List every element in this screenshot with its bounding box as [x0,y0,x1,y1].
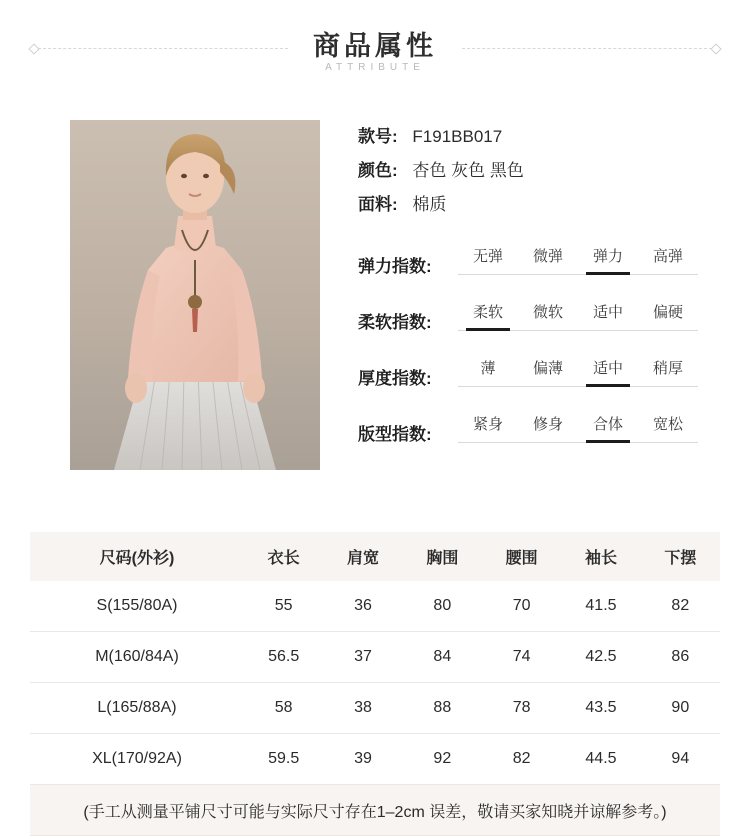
size-table-wrap [30,532,720,836]
table-header-cell: 腰围 [482,532,561,581]
table-cell: S(155/80A) [30,581,244,632]
size-table [30,532,720,836]
index-option: 适中 [592,360,623,377]
product-photo [70,120,320,470]
table-cell: 92 [403,734,482,785]
table-cell: M(160/84A) [30,632,244,683]
index-option: 宽松 [652,416,683,433]
table-cell: 78 [482,683,561,734]
index-scale-fit [458,408,698,454]
table-cell: 70 [482,581,561,632]
table-cell: 82 [482,734,561,785]
spec-value-fabric: 棉质 [412,195,447,214]
spec-label-style-no: 款号: [358,127,398,146]
index-baseline [458,386,698,387]
table-cell: 55 [244,581,323,632]
index-option: 柔软 [472,304,503,321]
table-cell: 84 [403,632,482,683]
spec-label-fabric: 面料: [358,195,398,214]
index-row-fit [358,408,698,464]
index-option: 偏薄 [532,360,563,377]
table-cell: 74 [482,632,561,683]
table-header-cell: 尺码(外衫) [30,532,244,581]
spec-value-style-no: F191BB017 [412,127,503,146]
table-cell: 41.5 [561,581,640,632]
product-info [358,120,698,464]
table-cell: 88 [403,683,482,734]
index-baseline [458,442,698,443]
index-option: 无弹 [472,248,503,265]
table-cell: 86 [641,632,720,683]
index-option: 合体 [592,416,623,433]
table-cell: 82 [641,581,720,632]
table-header-cell: 下摆 [641,532,720,581]
table-cell: 59.5 [244,734,323,785]
index-row-elasticity [358,240,698,296]
table-row [30,734,720,785]
page-subtitle: ATTRIBUTE [325,62,425,73]
table-header-row [30,532,720,581]
table-cell: 39 [323,734,402,785]
index-option: 微软 [532,304,563,321]
index-scale-thickness [458,352,698,398]
index-list [358,240,698,464]
index-option: 修身 [532,416,563,433]
table-row [30,683,720,734]
table-cell: 42.5 [561,632,640,683]
table-cell: 90 [641,683,720,734]
table-header-cell: 胸围 [403,532,482,581]
index-option: 稍厚 [652,360,683,377]
index-label-softness: 柔软指数: [358,313,432,332]
table-note-row [30,785,720,836]
index-option: 微弹 [532,248,563,265]
index-label-elasticity: 弹力指数: [358,257,432,276]
table-cell: 38 [323,683,402,734]
index-option: 偏硬 [652,304,683,321]
spec-row [358,154,698,188]
page-header [0,0,750,92]
index-option: 高弹 [652,248,683,265]
index-label-thickness: 厚度指数: [358,369,432,388]
index-option: 适中 [592,304,623,321]
table-cell: 94 [641,734,720,785]
index-row-thickness [358,352,698,408]
index-option: 弹力 [592,248,623,265]
table-cell: 36 [323,581,402,632]
table-cell: 37 [323,632,402,683]
product-section [0,92,750,502]
spec-value-color: 杏色 灰色 黑色 [412,161,524,180]
table-cell: L(165/88A) [30,683,244,734]
index-baseline [458,274,698,275]
table-cell: 80 [403,581,482,632]
measurement-note: (手工从测量平铺尺寸可能与实际尺寸存在1–2cm 误差，敬请买家知晓并谅解参考。) [30,785,720,836]
index-selected-marker [586,440,630,443]
page-title: 商品属性 [313,31,437,61]
spec-row [358,120,698,154]
index-row-softness [358,296,698,352]
table-row [30,632,720,683]
index-option: 薄 [480,360,496,377]
model-photo-illustration [70,120,320,470]
spec-row [358,188,698,222]
spec-label-color: 颜色: [358,161,398,180]
table-header-cell: 衣长 [244,532,323,581]
table-cell: 43.5 [561,683,640,734]
table-header-cell: 肩宽 [323,532,402,581]
table-cell: 44.5 [561,734,640,785]
table-row [30,581,720,632]
table-cell: XL(170/92A) [30,734,244,785]
table-cell: 56.5 [244,632,323,683]
index-label-fit: 版型指数: [358,425,432,444]
table-header-cell: 袖长 [561,532,640,581]
index-selected-marker [586,384,630,387]
index-selected-marker [466,328,510,331]
index-option: 紧身 [472,416,503,433]
index-scale-softness [458,296,698,342]
table-cell: 58 [244,683,323,734]
index-selected-marker [586,272,630,275]
index-scale-elasticity [458,240,698,286]
